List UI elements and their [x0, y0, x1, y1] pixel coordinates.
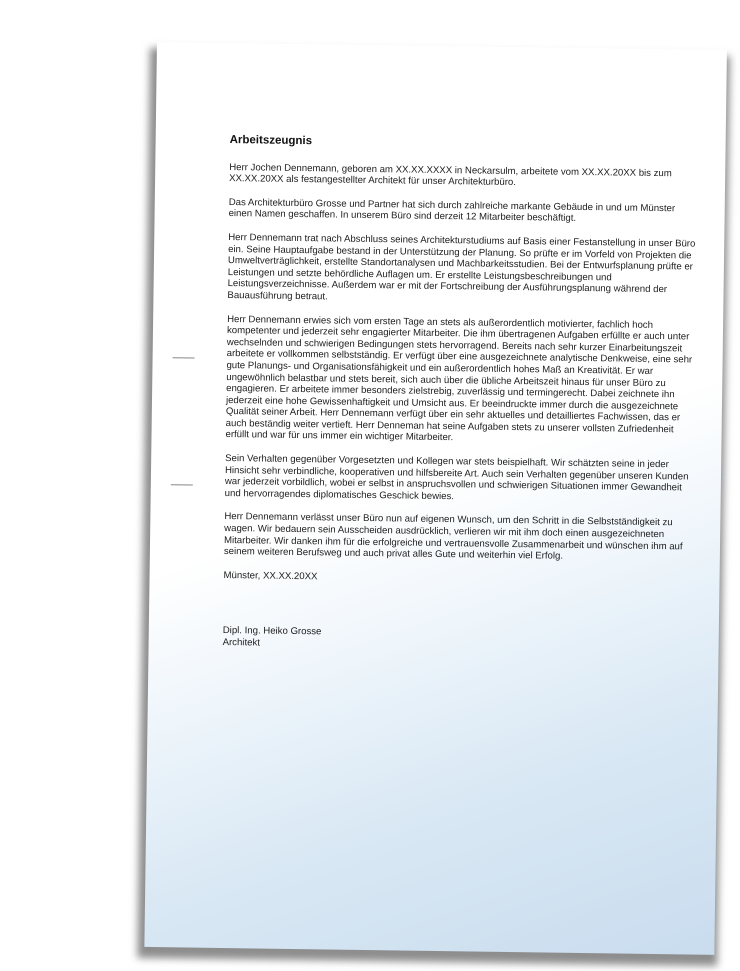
paragraph-duties: Herr Dennemann trat nach Abschluss seines Architekturstudiums auf Basis einer Festanstellung in unser Büro ein. Seine Hauptaufgabe bestand in der Unterstützung der Planung. So prüfte er im Vorfeld von Projekten die Umweltverträglichkeit, erstellte Standortanalysen und Machbarkeitsstudien. Bei der Entwurfsplanung prüfte er Leistungen und setzte behördliche Auflagen um. Er erstellte Leistungsbeschreibungen und Leistungsverzeichnisse. Außerdem war er mit der Fortschreibung der Ausführungsplanung während der Bauausführung betraut.: [227, 231, 696, 303]
place-date: Münster, XX.XX.20XX: [223, 569, 318, 583]
document-page: [144, 42, 727, 955]
paragraph-company: Das Architekturbüro Grosse und Partner hat sich durch zahlreiche markante Gebäude in und um Münster einen Namen geschaffen. In unserem Büro sind derzeit 12 Mitarbeiter beschäftigt.: [228, 196, 676, 225]
signatory-role: Architekt: [222, 636, 261, 649]
fold-mark-top: [173, 357, 195, 358]
paragraph-closing: Herr Dennemann verlässt unser Büro nun auf eigenen Wunsch, um den Schritt in die Selbstständigkeit zu wagen. Wir bedauern sein Ausscheiden ausdrücklich, verlieren wir mit ihm doch einen ausgezeichneten Mitarbeiter. Wir danken ihm für die erfolgreiche und vertrauensvolle Zusammenarbeit und wünschen ihm auf seinem weiteren Berufsweg und auch privat alles Gute und weiterhin viel Erfolg.: [223, 511, 683, 562]
paragraph-performance: Herr Dennemann erwies sich vom ersten Tage an stets als außerordentlich motivierter, fachlich hoch kompetenter und jederzeit sehr engagierter Mitarbeiter. Die ihm übertragenen Aufgaben erfüllte er auch unter wechselnden und schwierigen Bedingungen stets hervorragend. Bereits nach sehr kurzer Einarbeitungszeit arbeitete er vollkommen selbstständig. Er verfügt über eine ausgezeichnete analytische Denkweise, eine sehr gute Planungs- und Organisationsfähigkeit und ein außerordentlich hohes Maß an Kreativität. Er war ungewöhnlich belastbar und stets bereit, sich auch über die übliche Arbeitszeit hinaus für unser Büro zu engagieren. Er arbeitete immer besonders zielstrebig, zuverlässig und termingerecht. Dabei zeichnete ihn jederzeit eine hohe Gewissenhaftigkeit und Umsicht aus. Er beeindruckte immer durch die ausgezeichnete Qualität seiner Arbeit. Herr Dennemann verfügt über ein sehr aktuelles und detailliertes Fachwissen, das er auch beständig weiter vertieft. Herr Denneman hat seine Aufgaben stets zu unserer vollsten Zufriedenheit erfüllt und war für uns immer ein wichtiger Mitarbeiter.: [225, 313, 693, 444]
document-title: Arbeitszeugnis: [229, 134, 313, 148]
signatory-name: Dipl. Ing. Heiko Grosse: [222, 625, 322, 638]
fold-mark-bottom: [171, 484, 193, 485]
paragraph-intro: Herr Jochen Dennemann, geboren am XX.XX.XXXX in Neckarsulm, arbeitete vom XX.XX.20XX bis zum XX.XX.20XX als festangestellter Architekt für unser Architekturbüro.: [229, 161, 672, 189]
paragraph-conduct: Sein Verhalten gegenüber Vorgesetzten und Kollegen war stets beispielhaft. Wir schätzten seine in jeder Hinsicht sehr verbindliche, kooperativen und hilfsbereite Art. Auch sein Verhalten gegenüber unseren Kunden war jederzeit vorbildlich, wobei er selbst in anspruchsvollen und schwierigen Situationen immer Gewandheit und hervorragendes diplomatisches Geschick bewies.: [224, 453, 689, 503]
letter-body: [223, 135, 700, 655]
